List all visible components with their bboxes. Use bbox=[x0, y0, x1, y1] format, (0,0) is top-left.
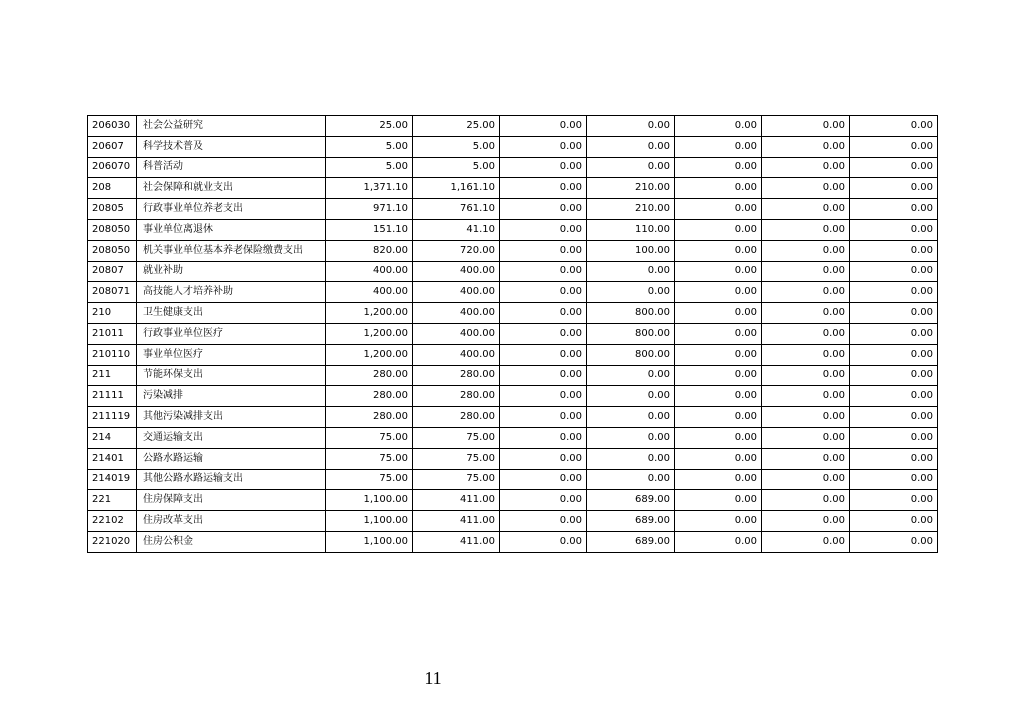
subject-code-cell: 21401 bbox=[88, 448, 137, 469]
amount-cell: 0.00 bbox=[675, 448, 762, 469]
amount-cell: 400.00 bbox=[413, 282, 500, 303]
amount-cell: 0.00 bbox=[762, 511, 850, 532]
amount-cell: 1,100.00 bbox=[326, 511, 413, 532]
amount-cell: 0.00 bbox=[675, 323, 762, 344]
subject-code-cell: 20805 bbox=[88, 199, 137, 220]
amount-cell: 75.00 bbox=[413, 427, 500, 448]
amount-cell: 75.00 bbox=[413, 469, 500, 490]
amount-cell: 5.00 bbox=[326, 136, 413, 157]
amount-cell: 0.00 bbox=[587, 136, 675, 157]
amount-cell: 1,100.00 bbox=[326, 531, 413, 552]
amount-cell: 0.00 bbox=[850, 136, 938, 157]
amount-cell: 0.00 bbox=[850, 407, 938, 428]
amount-cell: 0.00 bbox=[500, 282, 587, 303]
subject-code-cell: 221020 bbox=[88, 531, 137, 552]
subject-code-cell: 206070 bbox=[88, 157, 137, 178]
subject-code-cell: 214019 bbox=[88, 469, 137, 490]
table-body bbox=[88, 116, 938, 553]
amount-cell: 0.00 bbox=[762, 365, 850, 386]
amount-cell: 400.00 bbox=[413, 303, 500, 324]
amount-cell: 25.00 bbox=[326, 116, 413, 137]
subject-name-cell: 就业补助 bbox=[137, 261, 326, 282]
amount-cell: 5.00 bbox=[326, 157, 413, 178]
amount-cell: 0.00 bbox=[850, 386, 938, 407]
amount-cell: 0.00 bbox=[500, 116, 587, 137]
subject-code-cell: 208050 bbox=[88, 240, 137, 261]
amount-cell: 0.00 bbox=[587, 157, 675, 178]
amount-cell: 689.00 bbox=[587, 511, 675, 532]
amount-cell: 0.00 bbox=[762, 261, 850, 282]
amount-cell: 75.00 bbox=[326, 427, 413, 448]
amount-cell: 0.00 bbox=[762, 344, 850, 365]
subject-code-cell: 221 bbox=[88, 490, 137, 511]
subject-name-cell: 节能环保支出 bbox=[137, 365, 326, 386]
amount-cell: 800.00 bbox=[587, 344, 675, 365]
table-row bbox=[88, 531, 938, 552]
subject-name-cell: 事业单位离退休 bbox=[137, 219, 326, 240]
table-row bbox=[88, 261, 938, 282]
amount-cell: 0.00 bbox=[500, 386, 587, 407]
subject-name-cell: 住房改革支出 bbox=[137, 511, 326, 532]
subject-code-cell: 208071 bbox=[88, 282, 137, 303]
amount-cell: 1,200.00 bbox=[326, 323, 413, 344]
subject-name-cell: 住房公积金 bbox=[137, 531, 326, 552]
amount-cell: 0.00 bbox=[587, 365, 675, 386]
table-row bbox=[88, 386, 938, 407]
amount-cell: 5.00 bbox=[413, 157, 500, 178]
amount-cell: 0.00 bbox=[587, 261, 675, 282]
amount-cell: 0.00 bbox=[587, 282, 675, 303]
amount-cell: 0.00 bbox=[850, 511, 938, 532]
amount-cell: 0.00 bbox=[675, 511, 762, 532]
amount-cell: 0.00 bbox=[675, 136, 762, 157]
subject-name-cell: 机关事业单位基本养老保险缴费支出 bbox=[137, 240, 326, 261]
amount-cell: 0.00 bbox=[762, 157, 850, 178]
amount-cell: 0.00 bbox=[850, 469, 938, 490]
amount-cell: 400.00 bbox=[326, 261, 413, 282]
subject-name-cell: 科普活动 bbox=[137, 157, 326, 178]
subject-code-cell: 208050 bbox=[88, 219, 137, 240]
table-row bbox=[88, 219, 938, 240]
subject-code-cell: 211119 bbox=[88, 407, 137, 428]
amount-cell: 400.00 bbox=[413, 261, 500, 282]
amount-cell: 75.00 bbox=[326, 469, 413, 490]
page-number: 11 bbox=[424, 668, 442, 688]
amount-cell: 0.00 bbox=[500, 261, 587, 282]
amount-cell: 820.00 bbox=[326, 240, 413, 261]
amount-cell: 0.00 bbox=[675, 427, 762, 448]
subject-code-cell: 21111 bbox=[88, 386, 137, 407]
subject-code-cell: 211 bbox=[88, 365, 137, 386]
subject-name-cell: 住房保障支出 bbox=[137, 490, 326, 511]
amount-cell: 0.00 bbox=[500, 469, 587, 490]
amount-cell: 0.00 bbox=[850, 261, 938, 282]
table-row bbox=[88, 323, 938, 344]
amount-cell: 0.00 bbox=[762, 219, 850, 240]
amount-cell: 0.00 bbox=[850, 240, 938, 261]
amount-cell: 75.00 bbox=[413, 448, 500, 469]
subject-name-cell: 公路水路运输 bbox=[137, 448, 326, 469]
amount-cell: 0.00 bbox=[500, 199, 587, 220]
amount-cell: 0.00 bbox=[500, 448, 587, 469]
amount-cell: 761.10 bbox=[413, 199, 500, 220]
table-row bbox=[88, 427, 938, 448]
amount-cell: 0.00 bbox=[500, 344, 587, 365]
amount-cell: 0.00 bbox=[762, 178, 850, 199]
amount-cell: 0.00 bbox=[762, 240, 850, 261]
budget-table bbox=[87, 115, 938, 553]
amount-cell: 280.00 bbox=[413, 386, 500, 407]
amount-cell: 151.10 bbox=[326, 219, 413, 240]
amount-cell: 0.00 bbox=[762, 531, 850, 552]
amount-cell: 0.00 bbox=[500, 219, 587, 240]
table-row bbox=[88, 407, 938, 428]
amount-cell: 0.00 bbox=[587, 469, 675, 490]
subject-name-cell: 行政事业单位养老支出 bbox=[137, 199, 326, 220]
amount-cell: 210.00 bbox=[587, 178, 675, 199]
amount-cell: 0.00 bbox=[675, 219, 762, 240]
amount-cell: 0.00 bbox=[500, 427, 587, 448]
amount-cell: 689.00 bbox=[587, 490, 675, 511]
amount-cell: 280.00 bbox=[326, 386, 413, 407]
subject-name-cell: 污染减排 bbox=[137, 386, 326, 407]
amount-cell: 0.00 bbox=[850, 323, 938, 344]
table-row bbox=[88, 178, 938, 199]
subject-code-cell: 21011 bbox=[88, 323, 137, 344]
table-row bbox=[88, 469, 938, 490]
amount-cell: 0.00 bbox=[850, 178, 938, 199]
amount-cell: 0.00 bbox=[500, 490, 587, 511]
subject-name-cell: 其他公路水路运输支出 bbox=[137, 469, 326, 490]
subject-name-cell: 行政事业单位医疗 bbox=[137, 323, 326, 344]
table-row bbox=[88, 157, 938, 178]
table-row bbox=[88, 448, 938, 469]
subject-name-cell: 其他污染减排支出 bbox=[137, 407, 326, 428]
amount-cell: 0.00 bbox=[675, 116, 762, 137]
amount-cell: 0.00 bbox=[850, 490, 938, 511]
amount-cell: 0.00 bbox=[675, 240, 762, 261]
amount-cell: 1,100.00 bbox=[326, 490, 413, 511]
amount-cell: 41.10 bbox=[413, 219, 500, 240]
amount-cell: 0.00 bbox=[500, 136, 587, 157]
amount-cell: 0.00 bbox=[675, 178, 762, 199]
amount-cell: 0.00 bbox=[762, 448, 850, 469]
subject-code-cell: 214 bbox=[88, 427, 137, 448]
table-row bbox=[88, 365, 938, 386]
table-row bbox=[88, 282, 938, 303]
amount-cell: 800.00 bbox=[587, 303, 675, 324]
amount-cell: 0.00 bbox=[500, 178, 587, 199]
amount-cell: 0.00 bbox=[675, 199, 762, 220]
subject-name-cell: 社会保障和就业支出 bbox=[137, 178, 326, 199]
amount-cell: 0.00 bbox=[587, 448, 675, 469]
amount-cell: 0.00 bbox=[675, 407, 762, 428]
amount-cell: 0.00 bbox=[762, 407, 850, 428]
amount-cell: 0.00 bbox=[675, 531, 762, 552]
amount-cell: 400.00 bbox=[413, 344, 500, 365]
table-row bbox=[88, 136, 938, 157]
amount-cell: 0.00 bbox=[587, 427, 675, 448]
subject-name-cell: 交通运输支出 bbox=[137, 427, 326, 448]
amount-cell: 0.00 bbox=[850, 303, 938, 324]
amount-cell: 0.00 bbox=[500, 511, 587, 532]
amount-cell: 971.10 bbox=[326, 199, 413, 220]
subject-code-cell: 20807 bbox=[88, 261, 137, 282]
amount-cell: 0.00 bbox=[850, 531, 938, 552]
amount-cell: 0.00 bbox=[762, 323, 850, 344]
amount-cell: 689.00 bbox=[587, 531, 675, 552]
amount-cell: 0.00 bbox=[762, 469, 850, 490]
amount-cell: 0.00 bbox=[675, 344, 762, 365]
table-row bbox=[88, 511, 938, 532]
amount-cell: 0.00 bbox=[850, 365, 938, 386]
amount-cell: 0.00 bbox=[500, 323, 587, 344]
amount-cell: 0.00 bbox=[762, 116, 850, 137]
amount-cell: 0.00 bbox=[762, 490, 850, 511]
table-row bbox=[88, 199, 938, 220]
amount-cell: 411.00 bbox=[413, 531, 500, 552]
amount-cell: 0.00 bbox=[500, 303, 587, 324]
amount-cell: 0.00 bbox=[675, 157, 762, 178]
amount-cell: 0.00 bbox=[500, 240, 587, 261]
subject-name-cell: 事业单位医疗 bbox=[137, 344, 326, 365]
amount-cell: 0.00 bbox=[762, 282, 850, 303]
amount-cell: 0.00 bbox=[850, 219, 938, 240]
subject-code-cell: 206030 bbox=[88, 116, 137, 137]
amount-cell: 0.00 bbox=[587, 116, 675, 137]
amount-cell: 280.00 bbox=[326, 407, 413, 428]
subject-name-cell: 科学技术普及 bbox=[137, 136, 326, 157]
amount-cell: 0.00 bbox=[675, 303, 762, 324]
amount-cell: 400.00 bbox=[326, 282, 413, 303]
subject-name-cell: 社会公益研究 bbox=[137, 116, 326, 137]
subject-code-cell: 20607 bbox=[88, 136, 137, 157]
subject-code-cell: 208 bbox=[88, 178, 137, 199]
table-row bbox=[88, 116, 938, 137]
amount-cell: 0.00 bbox=[500, 531, 587, 552]
table-row bbox=[88, 490, 938, 511]
subject-name-cell: 高技能人才培养补助 bbox=[137, 282, 326, 303]
amount-cell: 720.00 bbox=[413, 240, 500, 261]
amount-cell: 0.00 bbox=[675, 386, 762, 407]
amount-cell: 0.00 bbox=[675, 261, 762, 282]
subject-code-cell: 210110 bbox=[88, 344, 137, 365]
amount-cell: 5.00 bbox=[413, 136, 500, 157]
amount-cell: 0.00 bbox=[675, 365, 762, 386]
amount-cell: 210.00 bbox=[587, 199, 675, 220]
amount-cell: 0.00 bbox=[587, 407, 675, 428]
amount-cell: 0.00 bbox=[850, 116, 938, 137]
subject-code-cell: 22102 bbox=[88, 511, 137, 532]
amount-cell: 0.00 bbox=[762, 136, 850, 157]
table-row bbox=[88, 240, 938, 261]
amount-cell: 0.00 bbox=[500, 365, 587, 386]
amount-cell: 0.00 bbox=[587, 386, 675, 407]
amount-cell: 0.00 bbox=[762, 386, 850, 407]
amount-cell: 25.00 bbox=[413, 116, 500, 137]
amount-cell: 100.00 bbox=[587, 240, 675, 261]
amount-cell: 1,200.00 bbox=[326, 344, 413, 365]
amount-cell: 1,200.00 bbox=[326, 303, 413, 324]
amount-cell: 1,371.10 bbox=[326, 178, 413, 199]
amount-cell: 0.00 bbox=[850, 199, 938, 220]
amount-cell: 0.00 bbox=[850, 427, 938, 448]
amount-cell: 0.00 bbox=[850, 448, 938, 469]
amount-cell: 0.00 bbox=[850, 157, 938, 178]
table-row bbox=[88, 344, 938, 365]
amount-cell: 0.00 bbox=[675, 469, 762, 490]
amount-cell: 0.00 bbox=[500, 407, 587, 428]
amount-cell: 800.00 bbox=[587, 323, 675, 344]
amount-cell: 75.00 bbox=[326, 448, 413, 469]
amount-cell: 280.00 bbox=[326, 365, 413, 386]
amount-cell: 0.00 bbox=[762, 303, 850, 324]
amount-cell: 280.00 bbox=[413, 407, 500, 428]
amount-cell: 0.00 bbox=[850, 344, 938, 365]
amount-cell: 411.00 bbox=[413, 511, 500, 532]
table-row bbox=[88, 303, 938, 324]
amount-cell: 400.00 bbox=[413, 323, 500, 344]
subject-code-cell: 210 bbox=[88, 303, 137, 324]
amount-cell: 0.00 bbox=[500, 157, 587, 178]
subject-name-cell: 卫生健康支出 bbox=[137, 303, 326, 324]
amount-cell: 0.00 bbox=[762, 427, 850, 448]
amount-cell: 280.00 bbox=[413, 365, 500, 386]
amount-cell: 0.00 bbox=[762, 199, 850, 220]
amount-cell: 0.00 bbox=[675, 490, 762, 511]
amount-cell: 1,161.10 bbox=[413, 178, 500, 199]
amount-cell: 0.00 bbox=[850, 282, 938, 303]
amount-cell: 110.00 bbox=[587, 219, 675, 240]
amount-cell: 0.00 bbox=[675, 282, 762, 303]
amount-cell: 411.00 bbox=[413, 490, 500, 511]
